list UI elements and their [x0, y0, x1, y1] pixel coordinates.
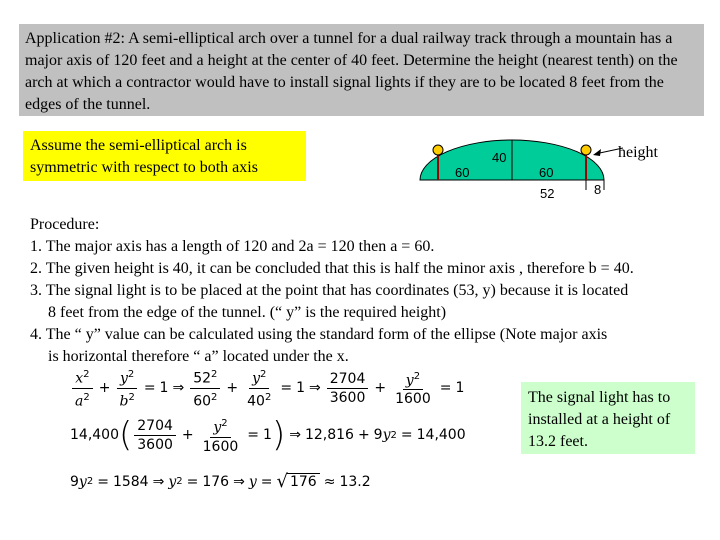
label-60-left: 60: [455, 165, 470, 180]
assumption-note: [23, 131, 306, 181]
fraction-2704-3600: $\frac{2704}{3600}$: [327, 371, 369, 406]
procedure-step-4: 4. The “ y” value can be calculated using the standard form of the ellipse (Note major axis: [30, 326, 608, 343]
procedure-step-1: 1. The major axis has a length of 120 and 2a = 120 then a = 60.: [30, 238, 435, 255]
problem-text: Application #2: A semi-elliptical arch over a tunnel for a dual railway track through a mountain has a major axis of 120 feet and a height at the center of 40 feet. Determine the height (nearest tenth) on the arch at which a contractor would have to install signal lights if they are to be located 8 feet from the edges of the tunnel.: [25, 30, 678, 113]
problem-statement: [19, 24, 704, 116]
right-signal-light-icon: [581, 145, 591, 155]
fraction-y2-1600: $\frac{y^2}{1600}$: [395, 370, 431, 408]
label-40: 40: [492, 150, 507, 165]
answer-text: The signal light has to installed at a height of 13.2 feet.: [528, 389, 671, 450]
label-52: 52: [540, 186, 555, 201]
arch-diagram: [405, 128, 675, 208]
fraction-x2-a2: $\frac{x^2}{a^2}$: [72, 367, 93, 409]
assumption-text: Assume the semi-elliptical arch is symmetric with respect to both axis: [30, 137, 258, 176]
equation-row-3: 9 y 2 = 1584 ⇒ y 2 = 176 ⇒ y = √ 176 ≈ 13.2: [70, 471, 371, 492]
sqrt-icon: √: [276, 471, 288, 492]
procedure-section: [30, 214, 720, 368]
label-height: height: [618, 144, 658, 161]
answer-box: [521, 382, 695, 454]
fraction-2704-3600-b: $\frac{2704}{3600}$: [134, 418, 176, 453]
procedure-heading: Procedure:: [30, 216, 100, 233]
equation-row-2: 14,400 ( $\frac{2704}{3600}$ + $\frac{y^2}{1600}$ = 1 ) ⇒ 12,816 + 9 y 2 = 14,400: [70, 415, 466, 456]
procedure-step-3-cont: 8 feet from the edge of the tunnel. (“ y” is the required height): [48, 304, 447, 321]
procedure-step-4-cont: is horizontal therefore “ a” located under the x.: [48, 348, 349, 365]
height-arrowhead-icon: [593, 149, 601, 156]
fraction-y2-b2: $\frac{y^2}{b^2}$: [116, 367, 137, 409]
label-8: 8: [594, 182, 602, 197]
fraction-y2-40: $\frac{y^2}{40^2}$: [247, 369, 272, 410]
equation-row-1: $\frac{x^2}{a^2}$ + $\frac{y^2}{b^2}$ = 1 ⇒ $\frac{52^2}{60^2}$ + $\frac{y^2}{40^2}$ = 1 ⇒ $\frac{2704}{3600}$ + $\frac{y^2}{1600}$ = 1: [70, 367, 464, 409]
fraction-y2-1600-b: $\frac{y^2}{1600}$: [202, 418, 239, 455]
fraction-52-60: $\frac{52^2}{60^2}$: [190, 367, 220, 409]
label-60-right: 60: [539, 165, 554, 180]
procedure-step-2: 2. The given height is 40, it can be concluded that this is half the minor axis , therefore b = 40.: [30, 260, 634, 277]
procedure-step-3: 3. The signal light is to be placed at the point that has coordinates (53, y) because it is located: [30, 282, 629, 299]
left-signal-light-icon: [433, 145, 443, 155]
